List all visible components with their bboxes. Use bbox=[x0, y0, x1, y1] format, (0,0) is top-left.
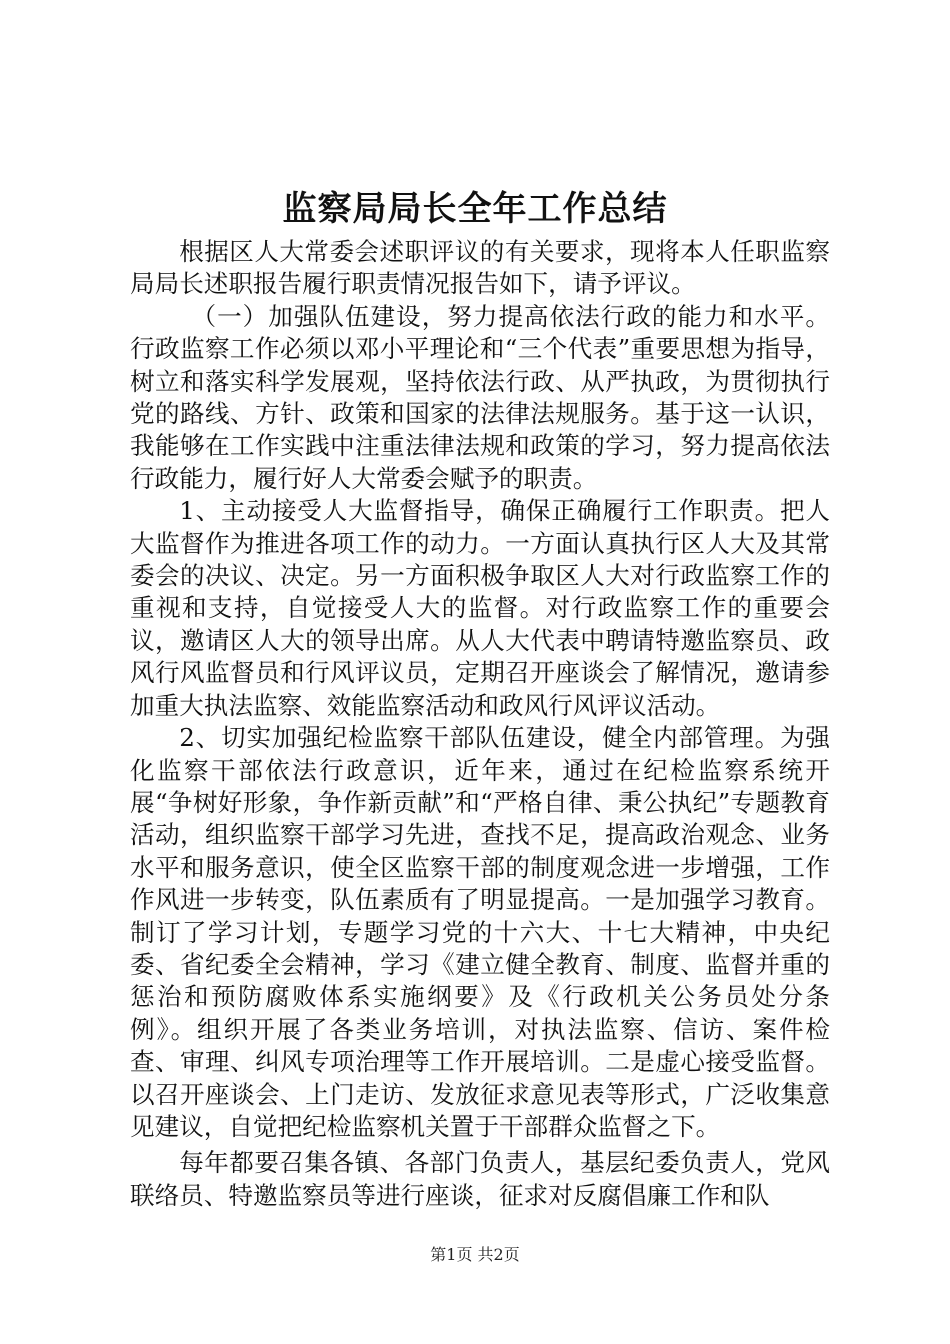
document-title: 监察局局长全年工作总结 bbox=[282, 189, 668, 229]
paragraph-item-1: 1、主动接受人大监督指导，确保正确履行工作职责。把人大监督作为推进各项工作的动力。一方面认真执行区人大及其常委会的决议、决定。另一方面积极争取区人大对行政监察工作的重视和支持，自觉接受人大的监督。对行政监察工作的重要会议，邀请区人大的领导出席。从人大代表中聘请特邀监察员、政风行风监督员和行风评议员，定期召开座谈会了解情况，邀请参加重大执法监察、效能监察活动和政风行风评议活动。 bbox=[130, 496, 830, 720]
paragraph-section-1: （一）加强队伍建设，努力提高依法行政的能力和水平。行政监察工作必须以邓小平理论和“三个代表”重要思想为指导，树立和落实科学发展观，坚持依法行政、从严执政，为贯彻执行党的路线、方针、政策和国家的法律法规服务。基于这一认识，我能够在工作实践中注重法律法规和政策的学习，努力提高依法行政能力，履行好人大常委会赋予的职责。 bbox=[130, 301, 830, 493]
paragraph-item-2: 2、切实加强纪检监察干部队伍建设，健全内部管理。为强化监察干部依法行政意识，近年来，通过在纪检监察系统开展“争树好形象，争作新贡献”和“严格自律、秉公执纪”专题教育活动，组织监察干部学习先进，查找不足，提高政治观念、业务水平和服务意识，使全区监察干部的制度观念进一步增强，工作作风进一步转变，队伍素质有了明显提高。一是加强学习教育。制订了学习计划，专题学习党的十六大、十七大精神，中央纪委、省纪委全会精神，学习《建立健全教育、制度、监督并重的惩治和预防腐败体系实施纲要》及《行政机关公务员处分条例》。组织开展了各类业务培训，对执法监察、信访、案件检查、审理、纠风专项治理等工作开展培训。二是虚心接受监督。以召开座谈会、上门走访、发放征求意见表等形式，广泛收集意见建议，自觉把纪检监察机关置于干部群众监督之下。 bbox=[130, 723, 830, 1141]
page-footer: 第1页 共2页 bbox=[430, 1245, 520, 1264]
document-body bbox=[130, 236, 830, 1212]
paragraph-continuation: 每年都要召集各镇、各部门负责人，基层纪委负责人，党风联络员、特邀监察员等进行座谈，征求对反腐倡廉工作和队 bbox=[130, 1148, 830, 1210]
paragraph-intro: 根据区人大常委会述职评议的有关要求，现将本人任职监察局局长述职报告履行职责情况报告如下，请予评议。 bbox=[130, 237, 830, 299]
